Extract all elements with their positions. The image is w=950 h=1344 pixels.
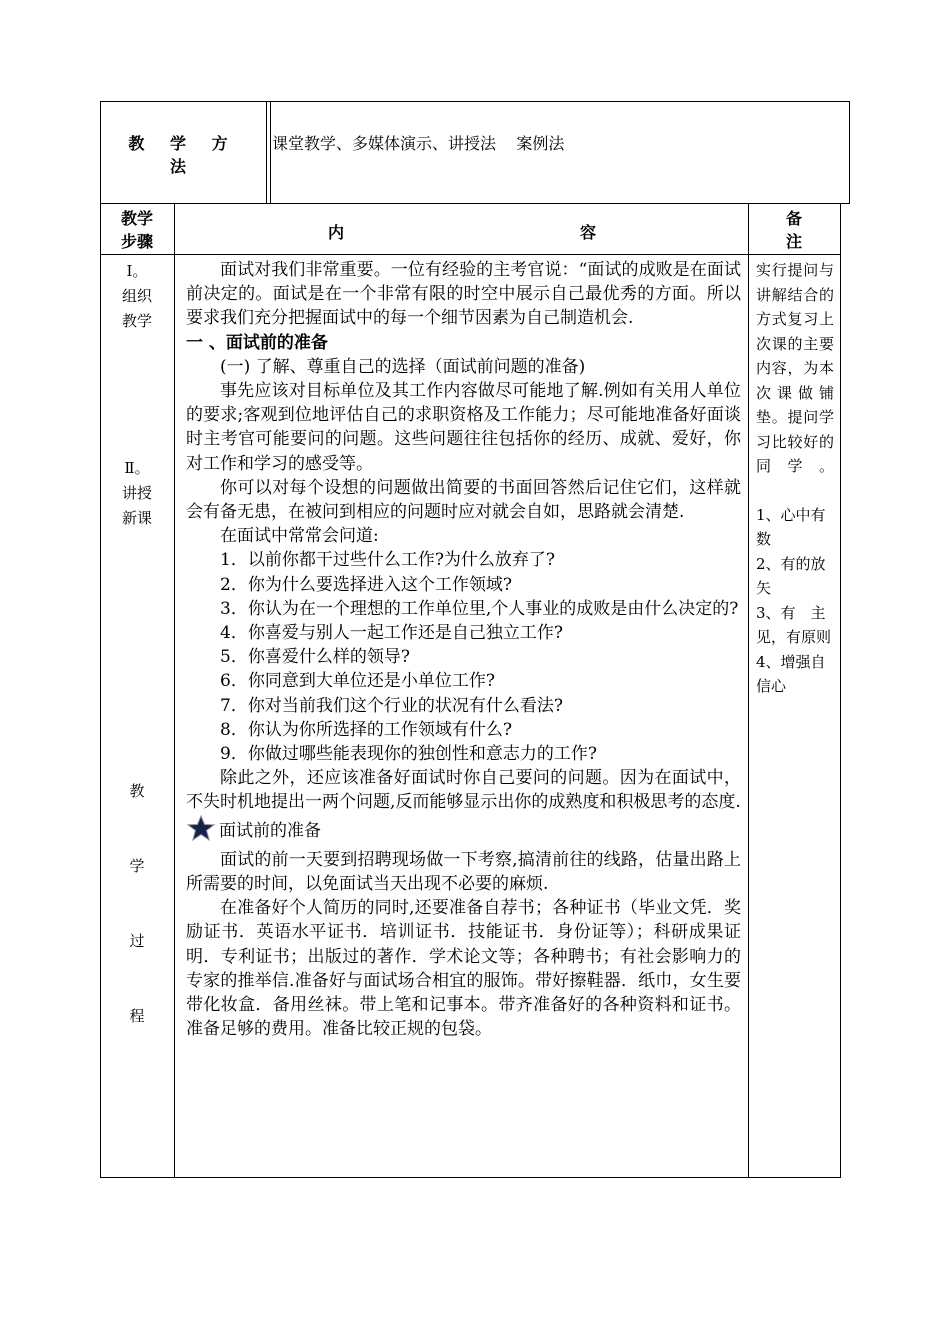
header-content-right: 容: [580, 223, 597, 242]
star-heading: 面试前的准备: [219, 820, 321, 841]
step-text: Ⅰ。: [126, 262, 148, 280]
notes-point: 1、心中有数: [756, 505, 826, 548]
notes-main: 实行提问与讲解结合的方式复习上次课的主要内容，为本次课做铺垫。提问学习比较好的同学。: [756, 261, 834, 475]
step-process-3: 过: [129, 932, 145, 950]
header-steps: [100, 207, 174, 253]
question-item: 2．你为什么要选择进入这个工作领域?: [220, 574, 512, 595]
paragraph: 你可以对每个设想的问题做出简要的书面回答然后记住它们，这样就会有备无患，在被问到相应的问题时应对就会自如，思路就会清楚.: [186, 477, 741, 523]
notes-point: 2、有的放矢: [756, 554, 826, 597]
question-item: 4．你喜爱与别人一起工作还是自己独立工作?: [220, 623, 563, 644]
header-steps-line1: 教学: [120, 209, 153, 228]
step-organize: [100, 259, 174, 334]
step-lecture: [100, 456, 174, 531]
header-content-left: 内: [328, 223, 345, 242]
step-text: 新课: [121, 509, 152, 527]
step-text: 教学: [121, 312, 152, 330]
teaching-methods-label: 教 学 方 法: [128, 134, 238, 176]
step-text: 讲授: [121, 484, 152, 502]
step-text: Ⅱ。: [124, 459, 150, 477]
paragraph: 面试的前一天要到招聘现场做一下考察,搞清前往的线路，估量出路上所需要的时间，以免面试当天出现不必要的麻烦.: [186, 849, 741, 895]
paragraph: 事先应该对目标单位及其工作内容做尽可能地了解.例如有关用人单位的要求;客观到位地评估自己的求职资格及工作能力；尽可能地准备好面谈时主考官可能要问的问题。这些问题往往包括你的经历、成就、爱好，你对工作和学习的感受等。: [186, 381, 741, 474]
question-item: 6．你同意到大单位还是小单位工作?: [220, 671, 495, 692]
star-icon: [186, 815, 216, 848]
notes-point: 3、有 主见，有原则: [756, 603, 832, 646]
question-item: 1．以前你都干过些什么工作?为什么放弃了?: [220, 550, 556, 571]
intro-paragraph: 面试对我们非常重要。一位有经验的主考官说：“面试的成败是在面试前决定的。面试是在一个非常有限的时空中展示自己最优秀的方面。所以要求我们充分把握面试中的每一个细节因素为自己制造机会.: [186, 260, 741, 329]
section-heading: 一 、面试前的准备: [186, 332, 328, 353]
step-process-2: 学: [129, 857, 145, 875]
step-process-4: 程: [129, 1007, 145, 1025]
header-steps-line2: 步骤: [120, 232, 153, 251]
questions-intro: 在面试中常常会问道:: [220, 526, 379, 547]
lesson-content: [186, 258, 741, 1042]
teaching-methods-value: 课堂教学、多媒体演示、讲授法 案例法: [272, 134, 565, 153]
paragraph: 除此之外，还应该准备好面试时你自己要问的问题。因为在面试中，不失时机地提出一两个问题,反而能够显示出你的成熟度和积极思考的态度.: [186, 768, 741, 813]
question-item: 8．你认为你所选择的工作领域有什么?: [220, 719, 512, 740]
paragraph: 在准备好个人简历的同时,还要准备自荐书；各种证书（毕业文凭．奖励证书．英语水平证书．培训证书．技能证书．身份证等）；科研成果证明．专利证书；出版过的著作．学术论文等；各种聘书；有社会影响力的专家的推举信.准备好与面试场合相宜的服饰。带好擦鞋器．纸巾，女生要带化妆盒．备用丝袜。带上笔和记事本。带齐准备好的各种资料和证书。准备足够的费用。准备比较正规的包袋。: [186, 898, 741, 1040]
header-notes-line1: 备: [785, 209, 802, 228]
question-item: 7．你对当前我们这个行业的状况有什么看法?: [220, 695, 563, 716]
subsection-heading: (一) 了解、尊重自己的选择（面试前问题的准备): [220, 356, 586, 377]
star-heading-line: [186, 815, 741, 848]
header-notes-line2: 注: [785, 232, 802, 251]
step-text: 组织: [121, 287, 152, 305]
header-notes: [748, 207, 840, 253]
notes-spacer: [756, 479, 834, 503]
notes-column: [756, 258, 834, 699]
step-process-1: 教: [129, 782, 145, 800]
question-item: 9．你做过哪些能表现你的独创性和意志力的工作?: [220, 744, 597, 765]
notes-point: 4、增强自信心: [756, 652, 826, 695]
question-item: 3．你认为在一个理想的工作单位里,个人事业的成败是由什么决定的?: [220, 598, 739, 619]
question-item: 5．你喜爱什么样的领导?: [220, 647, 410, 668]
